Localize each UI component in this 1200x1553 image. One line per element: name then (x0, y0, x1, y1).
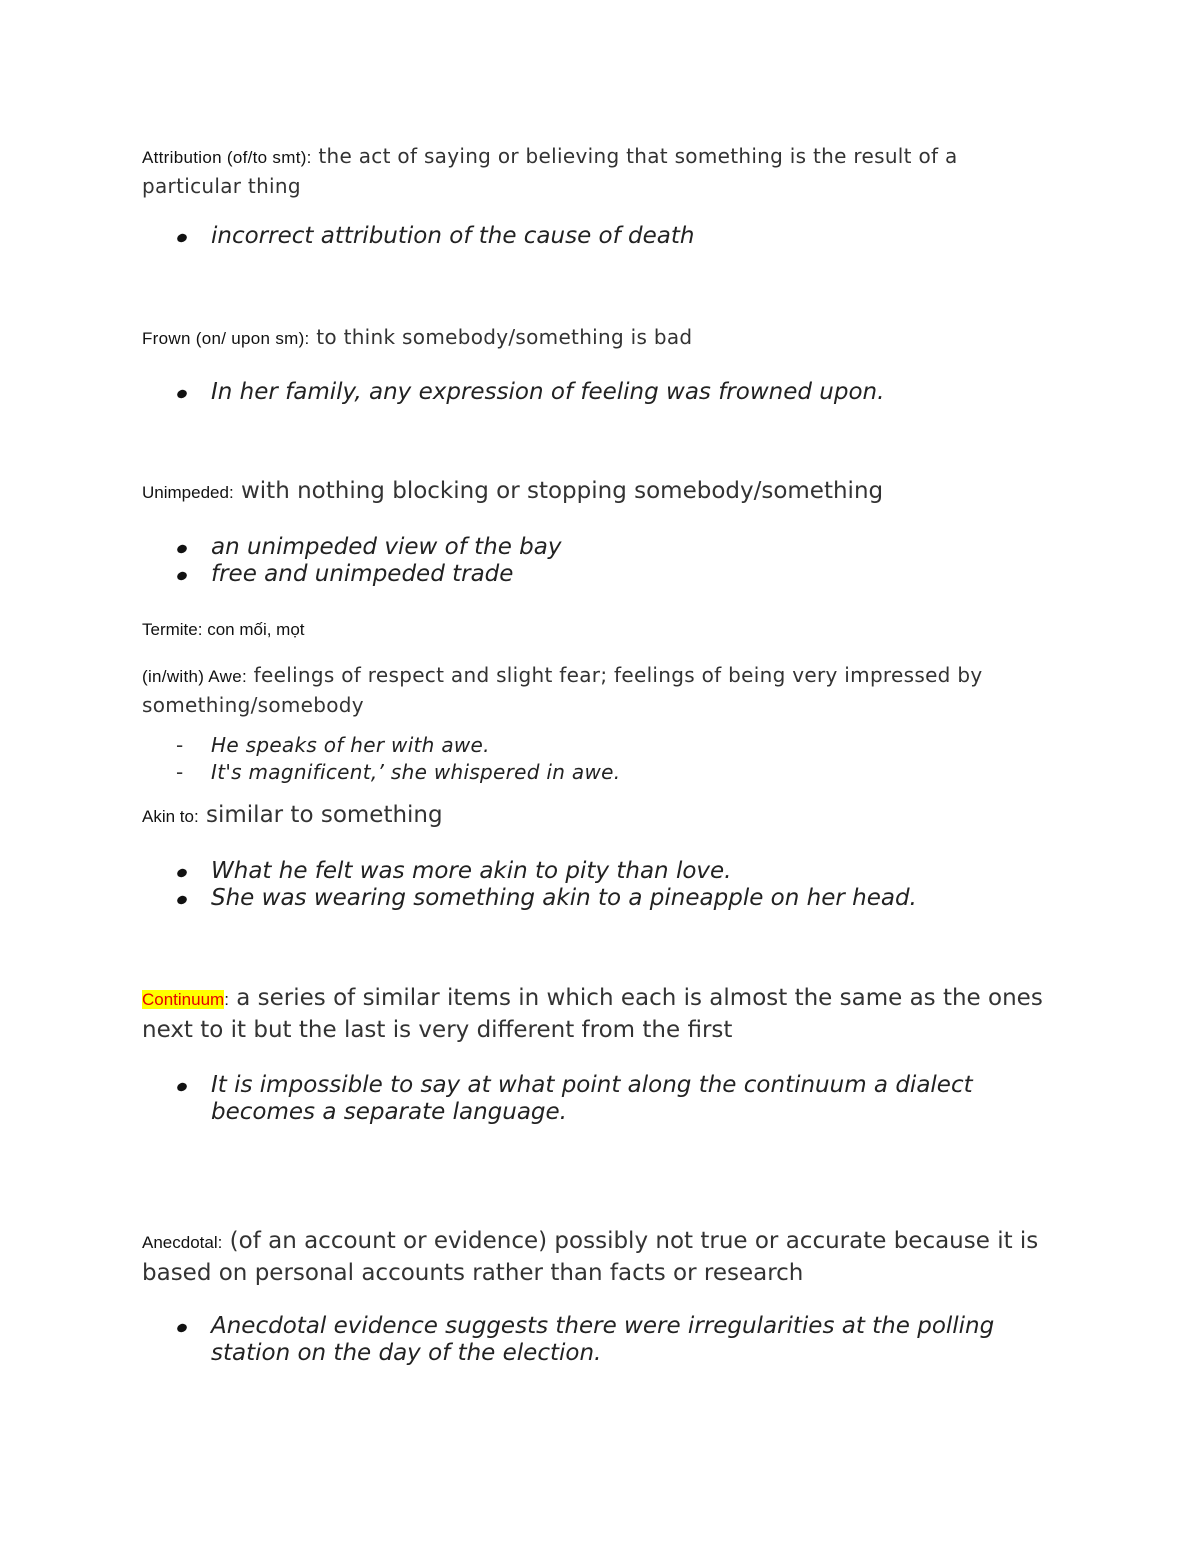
entry-frown (142, 323, 1062, 353)
example-item: Anecdotal evidence suggests there were irregularities at the polling station on the day of the election. (178, 1313, 1058, 1367)
examples-akin (178, 858, 1058, 912)
example-item: incorrect attribution of the cause of death (178, 223, 1058, 250)
example-item: free and unimpeded trade (178, 561, 1058, 588)
examples-unimpeded (178, 534, 1058, 588)
entry-anecdotal (142, 1226, 1062, 1288)
term-awe: (in/with) Awe: (142, 667, 247, 686)
term-attribution: Attribution (of/to smt): (142, 148, 312, 167)
examples-awe (178, 732, 1058, 786)
example-item: - He speaks of her with awe. (178, 732, 1058, 759)
entry-akin (142, 800, 1062, 832)
definition-anecdotal: (of an account or evidence) possibly not true or accurate because it is based on personal accounts rather than facts or research (142, 1228, 1039, 1286)
examples-frown (178, 379, 1058, 406)
term-termite: Termite: (142, 620, 203, 639)
term-separator: : (224, 990, 229, 1009)
example-item: In her family, any expression of feeling was frowned upon. (178, 379, 1058, 406)
example-item: an unimpeded view of the bay (178, 534, 1058, 561)
term-anecdotal: Anecdotal: (142, 1233, 223, 1252)
entry-awe (142, 661, 1062, 719)
example-item: It is impossible to say at what point along the continuum a dialect becomes a separate language. (178, 1072, 1058, 1126)
term-continuum: Continuum (142, 990, 225, 1009)
definition-akin: similar to something (206, 802, 443, 828)
definition-unimpeded: with nothing blocking or stopping somebody/something (240, 478, 884, 504)
definition-termite: con mối, mọt (207, 620, 305, 639)
examples-anecdotal (178, 1313, 1058, 1367)
example-item: She was wearing something akin to a pineapple on her head. (178, 885, 1058, 912)
example-item: - It's magnificent,’ she whispered in awe. (178, 759, 1058, 786)
entry-unimpeded (142, 476, 1062, 508)
term-akin: Akin to: (142, 807, 199, 826)
term-unimpeded: Unimpeded: (142, 483, 234, 502)
definition-frown: to think somebody/something is bad (316, 325, 693, 349)
examples-continuum (178, 1072, 1058, 1126)
definition-continuum: a series of similar items in which each is almost the same as the ones next to it but the last is very different from the first (142, 985, 1043, 1043)
entry-termite (142, 620, 1062, 640)
definition-awe: feelings of respect and slight fear; feelings of being very impressed by something/somebody (142, 663, 983, 717)
term-frown: Frown (on/ upon sm): (142, 329, 310, 348)
entry-attribution (142, 142, 1062, 200)
entry-continuum (142, 983, 1062, 1045)
definition-attribution: the act of saying or believing that something is the result of a particular thing (142, 144, 958, 198)
example-item: What he felt was more akin to pity than love. (178, 858, 1058, 885)
examples-attribution (178, 223, 1058, 250)
